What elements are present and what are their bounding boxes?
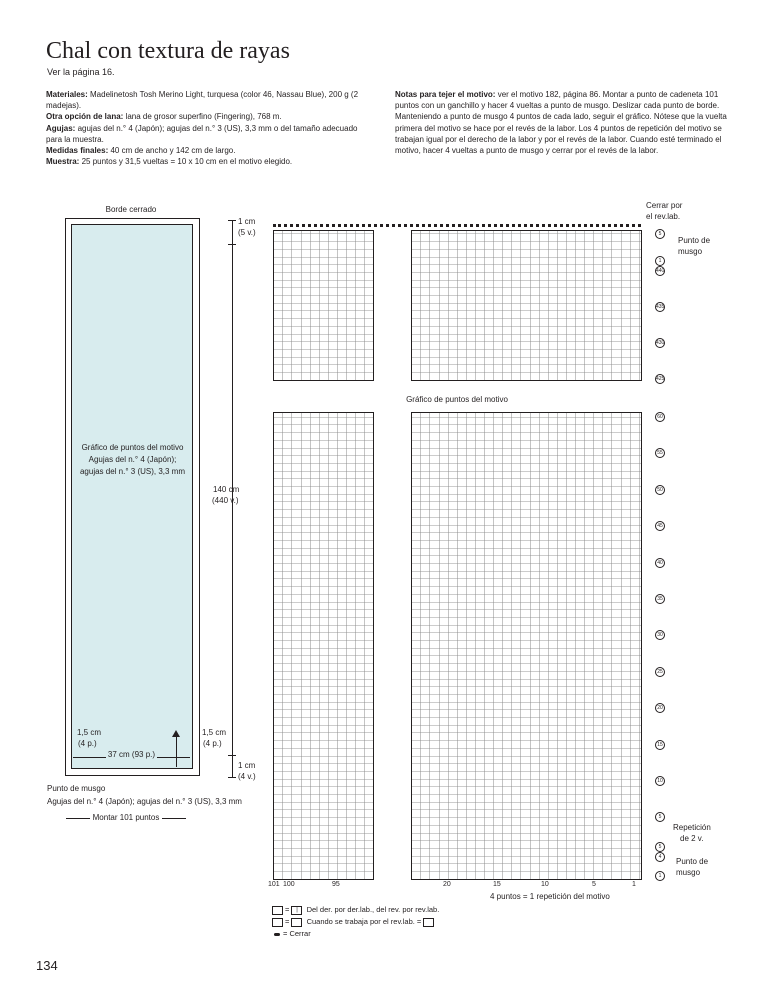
row-label: 10	[655, 776, 667, 786]
row-label: 50	[655, 485, 667, 495]
needles-line: Agujas: agujas del n.° 4 (Japón); agujas del n.° 3 (US), 3,3 mm o del tamaño adecuado para la muestra.	[46, 123, 358, 144]
col-label: 1	[632, 881, 636, 888]
left-margin-1: 1,5 cm	[77, 728, 102, 737]
notes-block	[395, 89, 730, 156]
dim-top-2: (5 v.)	[238, 228, 256, 237]
chart-main-left	[273, 412, 374, 880]
row-label: 440	[656, 268, 665, 274]
shawl-schematic-inner	[71, 224, 193, 769]
row-label: 5	[655, 812, 667, 822]
row-label: 1	[655, 256, 667, 266]
row-label: 30	[655, 630, 667, 640]
row-label: 45	[655, 521, 667, 531]
chart-top-right	[411, 230, 642, 381]
schematic-top-label: Borde cerrado	[105, 205, 157, 214]
arrow-head-icon	[172, 730, 180, 737]
row-label: 1	[655, 871, 667, 881]
dim-bottom-2: (4 v.)	[238, 772, 256, 781]
chart-title: Gráfico de puntos del motivo	[406, 395, 508, 404]
schematic-inner-label-2: Agujas del n.° 4 (Japón);	[88, 455, 177, 464]
repeat-label: 4 puntos = 1 repetición del motivo	[490, 892, 610, 901]
row-label: 5	[655, 842, 667, 852]
schematic-needles: Agujas del n.° 4 (Japón); agujas del n.° 3 (US), 3,3 mm	[47, 797, 242, 806]
notes-text: ver el motivo 182, página 86. Montar a punto de cadeneta 101 puntos con un ganchillo y hacer 4 vueltas a punto de musgo. Deslizar cada punto de borde. Manteniendo a punto de musgo 4 puntos de cada lado, seguir el gráfico. Nótese que la vuelta primera del motivo se hace por el revés de la labor. Los 4 puntos de repetición del motivo se trabajan igual por el derecho de la labor y por el revés de la labor. Cuando esté terminado el motivo, hacer 4 vueltas a punto de musgo y cerrar por el revés de la labor.	[395, 90, 727, 156]
right-margin-2: (4 p.)	[203, 739, 222, 748]
alt-yarn-line: Otra opción de lana: lana de grosor superfino (Fingering), 768 m.	[46, 112, 282, 122]
row-label: 25	[655, 667, 667, 677]
chart-top-left	[273, 230, 374, 381]
row-label: 60	[655, 412, 667, 422]
legend-row-wrong-side: = Cuando se trabaja por el rev.lab. =	[272, 916, 436, 927]
legend-row-bind-off: = Cerrar	[274, 928, 311, 939]
repeticion-1: Repetición	[673, 823, 711, 832]
page-title: Chal con textura de rayas	[46, 38, 290, 64]
col-label: 10	[541, 881, 549, 888]
dim-top-1: 1 cm	[238, 217, 256, 226]
right-margin-1: 1,5 cm	[202, 728, 227, 737]
materials-block	[46, 89, 364, 167]
col-label: 95	[332, 881, 340, 888]
col-label: 5	[592, 881, 596, 888]
cerrar-label-2: el rev.lab.	[646, 212, 681, 221]
musgo-bottom-2: musgo	[676, 868, 701, 877]
schematic-inner-label-1: Gráfico de puntos del motivo	[81, 443, 184, 452]
left-margin-2: (4 p.)	[78, 739, 97, 748]
row-label: 430	[656, 340, 665, 346]
row-label: 435	[656, 304, 665, 310]
see-page-reference: Ver la página 16.	[47, 67, 115, 77]
notes-label: Notas para tejer el motivo:	[395, 90, 496, 99]
cerrar-label-1: Cerrar por	[646, 201, 683, 210]
materials-line: Materiales: Madelinetosh Tosh Merino Light, turquesa (color 46, Nassau Blue), 200 g (2 madejas).	[46, 90, 359, 111]
row-label: 5	[655, 229, 667, 239]
row-label: 40	[655, 558, 667, 568]
col-label: 100	[283, 881, 295, 888]
gauge-line: Muestra: 25 puntos y 31,5 vueltas = 10 x 10 cm en el motivo elegido.	[46, 157, 293, 167]
musgo-top-2: musgo	[678, 247, 703, 256]
repeticion-2: de 2 v.	[680, 834, 704, 843]
row-label: 15	[655, 740, 667, 750]
dim-length-2: (440 v.)	[212, 496, 239, 505]
row-label: 425	[656, 376, 665, 382]
musgo-top-1: Punto de	[678, 236, 711, 245]
dim-length-1: 140 cm	[213, 485, 240, 494]
width-label: 37 cm (93 p.)	[107, 750, 156, 759]
row-label: 20	[655, 703, 667, 713]
col-label: 15	[493, 881, 501, 888]
col-label: 20	[443, 881, 451, 888]
col-label: 101	[268, 881, 280, 888]
row-label: 4	[655, 852, 667, 862]
final-size-line: Medidas finales: 40 cm de ancho y 142 cm de largo.	[46, 146, 236, 156]
chart-main-right	[411, 412, 642, 880]
page-number: 134	[36, 958, 58, 973]
row-label: 35	[655, 594, 667, 604]
musgo-label: Punto de musgo	[47, 784, 106, 793]
schematic-inner-label-3: agujas del n.° 3 (US), 3,3 mm	[79, 467, 186, 476]
row-label: 55	[655, 448, 667, 458]
cast-on-label: Montar 101 puntos	[86, 813, 166, 823]
musgo-bottom-1: Punto de	[676, 857, 709, 866]
dim-bottom-1: 1 cm	[238, 761, 256, 770]
legend-row-knit: = | Del der. por der.lab., del rev. por rev.lab.	[272, 904, 439, 915]
